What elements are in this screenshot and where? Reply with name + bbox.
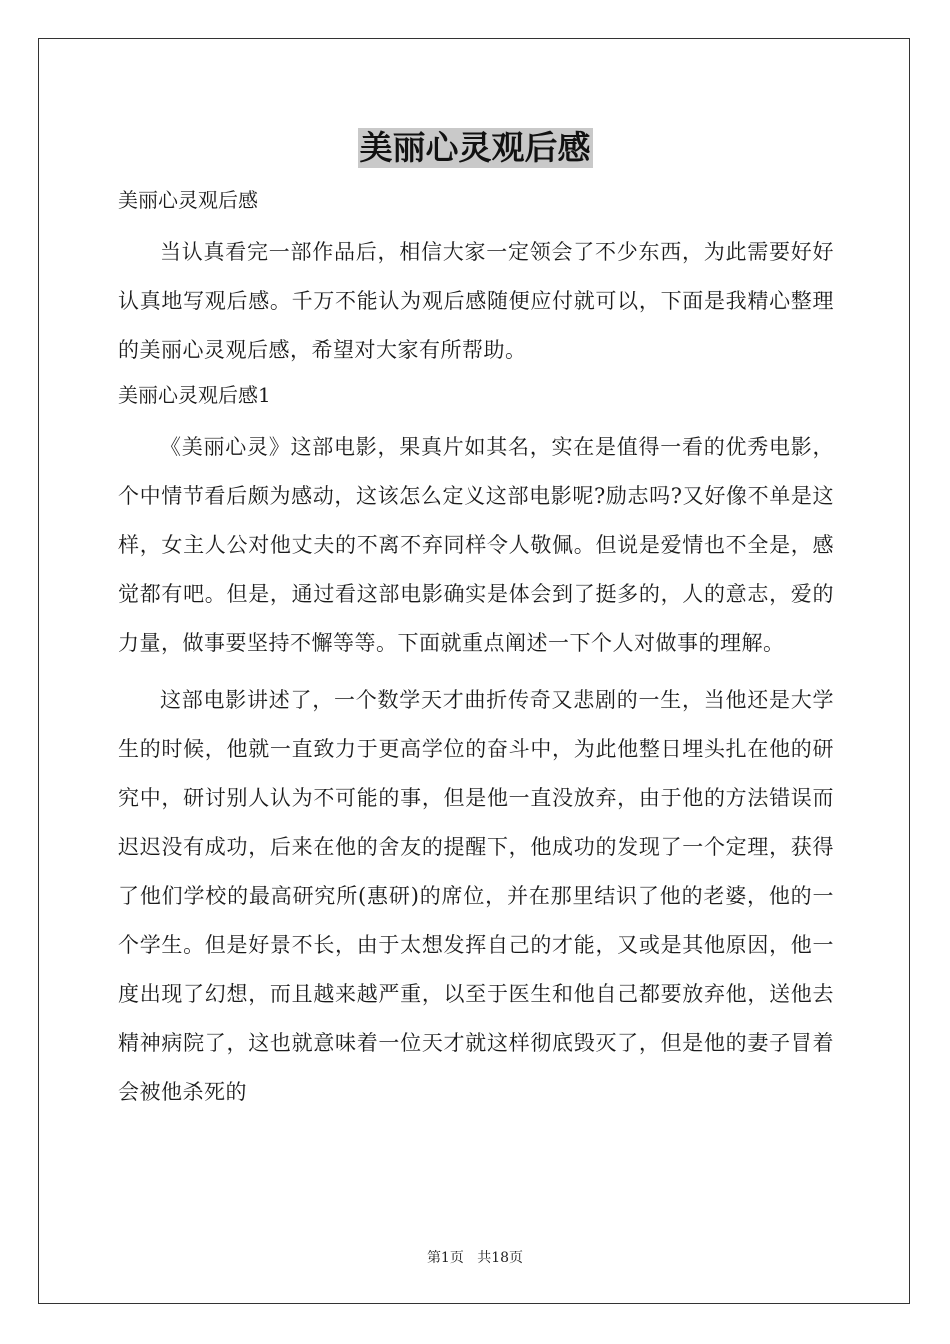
spacer: [118, 220, 834, 228]
body-paragraph-2: 这部电影讲述了，一个数学天才曲折传奇又悲剧的一生，当他还是大学生的时候，他就一直致力于更高学位的奋斗中，为此他整日埋头扎在他的研究中，研讨别人认为不可能的事，但是他一直没放弃，由于他的方法错误而迟迟没有成功，后来在他的舍友的提醒下，他成功的发现了一个定理，获得了他们学校的最高研究所(惠研)的席位，并在那里结识了他的老婆，他的一个学生。但是好景不长，由于太想发挥自己的才能，又或是其他原因，他一度出现了幻想，而且越来越严重，以至于医生和他自己都要放弃他，送他去精神病院了，这也就意味着一位天才就这样彻底毁灭了，但是他的妻子冒着会被他杀死的: [118, 688, 834, 1104]
title-container: [0, 128, 950, 168]
intro-paragraph: 当认真看完一部作品后，相信大家一定领会了不少东西，为此需要好好认真地写观后感。千万不能认为观后感随便应付就可以，下面是我精心整理的美丽心灵观后感，希望对大家有所帮助。: [118, 240, 834, 362]
spacer: [118, 668, 834, 676]
subtitle: 美丽心灵观后感: [118, 188, 258, 212]
page-number: 第1页: [426, 1250, 464, 1266]
page-total: 共18页: [477, 1250, 524, 1266]
document-title: 美丽心灵观后感: [359, 128, 591, 167]
body-paragraph-1: 《美丽心灵》这部电影，果真片如其名，实在是值得一看的优秀电影，个中情节看后颇为感动，这该怎么定义这部电影呢?励志吗?又好像不单是这样，女主人公对他丈夫的不离不弃同样令人敬佩。但说是爱情也不全是，感觉都有吧。但是，通过看这部电影确实是体会到了挺多的，人的意志，爱的力量，做事要坚持不懈等等。下面就重点阐述一下个人对做事的理解。: [118, 435, 834, 655]
page-footer: [0, 1247, 950, 1267]
section-heading: 美丽心灵观后感1: [118, 383, 271, 407]
spacer: [118, 415, 834, 423]
document-body: [118, 180, 834, 1117]
